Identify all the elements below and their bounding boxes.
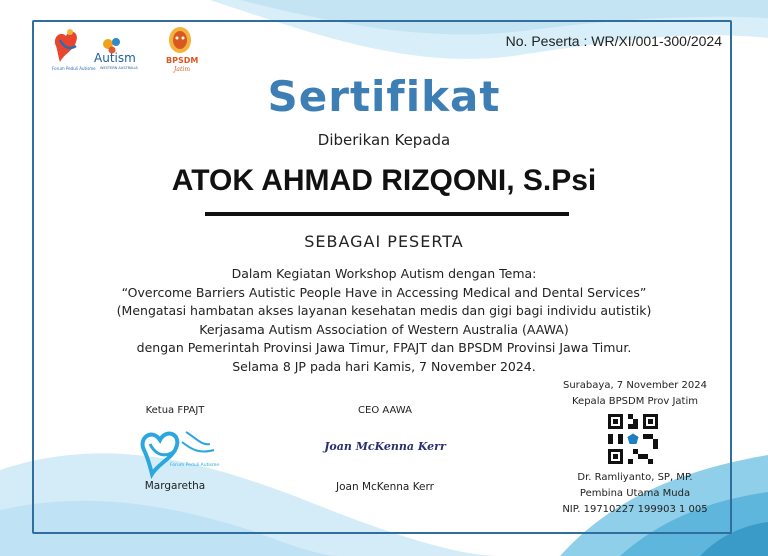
signer-details-bpsdm	[540, 470, 730, 518]
signer-rank: Pembina Utama Muda	[579, 488, 691, 499]
signer-name-fpajt: Margaretha	[144, 480, 206, 492]
description-line: “Overcome Barriers Autistic People Have in Accessing Medical and Dental Services”	[121, 284, 647, 300]
participant-number: No. Peserta : WR/XI/001-300/2024	[505, 33, 722, 49]
certificate-title: Sertifikat	[267, 72, 501, 121]
signing-place-date: Surabaya, 7 November 2024	[563, 380, 707, 391]
recipient-name: ATOK AHMAD RIZQONI, S.Psi	[171, 164, 597, 197]
signature-block-fpajt	[120, 405, 230, 416]
svg-text:Autism: Autism	[94, 51, 136, 65]
fpajt-stamp-logo	[130, 420, 220, 480]
autism-wa-logo	[94, 38, 138, 70]
logo-group	[46, 20, 206, 76]
participant-role: SEBAGAI PESERTA	[304, 232, 464, 251]
signature-block-bpsdm	[540, 378, 730, 410]
name-underline	[205, 212, 569, 216]
signer-title: Ketua FPAJT	[145, 405, 205, 416]
svg-text:Forum Peduli Autisme: Forum Peduli Autisme	[170, 463, 220, 468]
signer-name-aawa: Joan McKenna Kerr	[336, 481, 434, 493]
svg-text:Forum Peduli Autisme: Forum Peduli Autisme	[52, 66, 96, 71]
description-line: (Mengatasi hambatan akses layanan kesehatan medis dan gigi bagi individu autistik)	[116, 303, 652, 319]
signer-title-aawa: CEO AAWA	[358, 405, 412, 416]
fpajt-logo	[52, 29, 96, 71]
description-line: Selama 8 JP pada hari Kamis, 7 November 2024.	[232, 358, 536, 374]
given-to-label: Diberikan Kepada	[317, 131, 451, 149]
signer-nip: NIP. 19710227 199903 1 005	[562, 504, 708, 515]
svg-text:WESTERN AUSTRALIA: WESTERN AUSTRALIA	[100, 66, 138, 70]
bpsdm-logo	[166, 27, 198, 73]
description-line: Dalam Kegiatan Workshop Autism dengan Tema:	[231, 266, 537, 281]
signer-title: Kepala BPSDM Prov Jatim	[572, 396, 698, 407]
svg-text:BPSDM: BPSDM	[166, 56, 199, 65]
signer-name: Dr. Ramliyanto, SP, MP.	[577, 472, 693, 483]
description-line: dengan Pemerintah Provinsi Jawa Timur, FPAJT dan BPSDM Provinsi Jawa Timur.	[136, 340, 632, 356]
signature-aawa: Joan McKenna Kerr	[324, 440, 446, 453]
qr-code	[608, 414, 658, 464]
svg-text:Jatim: Jatim	[174, 66, 191, 73]
description-line: Kerjasama Autism Association of Western Australia (AAWA)	[199, 321, 569, 337]
event-description	[0, 265, 768, 377]
partner-logos	[46, 20, 206, 76]
